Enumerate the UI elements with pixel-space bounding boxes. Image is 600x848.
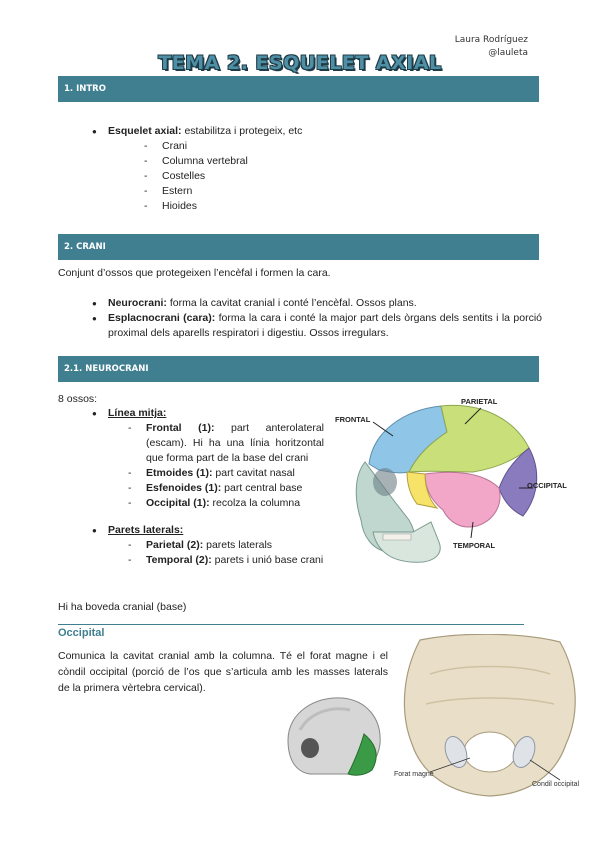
author-handle: @lauleta — [488, 48, 528, 58]
bone-text: part cavitat nasal — [212, 467, 295, 479]
list-item — [92, 311, 542, 341]
label-occipital: OCCIPITAL — [527, 481, 567, 490]
neurocrani-footer: Hi ha boveda cranial (base) — [58, 601, 187, 613]
bone-text: recolza la columna — [209, 497, 301, 509]
list-item — [128, 421, 324, 466]
bullet-text: estabilitza i protegeix, etc — [181, 125, 303, 137]
bullet-label: Esquelet axial: — [108, 125, 182, 137]
intro-sublist — [144, 139, 302, 214]
occipital-bone-figure — [390, 634, 586, 804]
occipital-text: Comunica la cavitat cranial amb la columna. Té el forat magne i el còndil occipital (porció de l’os que s’articula amb les masses laterals de la primera vèrtebra cervical). — [58, 650, 388, 694]
bone-label: Occipital (1): — [146, 497, 210, 509]
label-temporal: TEMPORAL — [453, 541, 496, 550]
neurocrani-count: 8 ossos: — [58, 393, 98, 405]
page-title: TEMA 2. ESQUELET AXIAL — [158, 52, 442, 74]
list-item: - Columna vertebral — [144, 154, 302, 169]
orbit — [301, 738, 319, 758]
skull-occipital-figure — [280, 690, 386, 782]
bone-text: part central base — [221, 482, 303, 494]
author-name: Laura Rodríguez — [454, 35, 528, 45]
bullet-label: Esplacnocrani (cara): — [108, 312, 216, 324]
lateral-sublist — [128, 538, 324, 568]
teeth — [383, 534, 411, 540]
bone-text: parets i unió base crani — [211, 554, 324, 566]
bullet-text: forma la cara i conté la major part dels òrgans dels sentits i la porció proximal dels aparells respiratori i digestiu. Ossos irregulars. — [108, 312, 542, 339]
bone-label: Esfenoides (1): — [146, 482, 222, 494]
foramen-magnum — [464, 732, 516, 772]
section-header-intro: 1. INTRO — [58, 76, 539, 102]
lateral-label: Parets laterals: — [108, 524, 184, 536]
list-item: - Hioides — [144, 199, 302, 214]
intro-list — [92, 124, 302, 214]
bone-text: part anterolateral (escam). Hi ha una línia horitzontal que forma part de la base del crani — [146, 422, 324, 464]
bone-label: Temporal (2): — [146, 554, 212, 566]
bullet-text: forma la cavitat cranial i conté l’encèfal. Ossos plans. — [166, 297, 417, 309]
list-item — [128, 466, 324, 481]
temporal-bone — [425, 472, 500, 527]
bone-label: Etmoides (1): — [146, 467, 213, 479]
list-item: - Crani — [144, 139, 302, 154]
label-condil-occipital: Condil occipital — [532, 781, 580, 788]
list-item: - Estern — [144, 184, 302, 199]
list-item — [128, 481, 324, 496]
skull-lateral-figure — [333, 392, 577, 572]
midline-label: Línea mitja: — [108, 407, 167, 419]
section-header-neurocrani: 2.1. NEUROCRANI — [58, 356, 539, 382]
bone-label: Parietal (2): — [146, 539, 204, 551]
crani-intro: Conjunt d’ossos que protegeixen l’encèfal i formen la cara. — [58, 267, 331, 279]
section-header-crani: 2. CRANI — [58, 234, 539, 260]
label-parietal: PARIETAL — [461, 397, 498, 406]
occipital-divider — [58, 624, 524, 625]
bullet-label: Neurocrani: — [108, 297, 167, 309]
list-item — [92, 124, 302, 214]
orbit — [373, 468, 397, 496]
midline-sublist — [128, 421, 324, 511]
crani-list — [92, 296, 542, 341]
label-forat-magne: Forat magne — [394, 771, 434, 778]
bone-text: parets laterals — [203, 539, 273, 551]
occipital-title: Occipital — [58, 627, 105, 639]
label-frontal: FRONTAL — [335, 415, 371, 424]
list-item — [128, 553, 324, 568]
list-item — [92, 296, 542, 311]
list-item — [92, 523, 324, 568]
bone-label: Frontal (1): — [146, 422, 215, 434]
neurocrani-list — [92, 406, 324, 568]
list-item — [128, 538, 324, 553]
list-item — [92, 406, 324, 511]
list-item: - Costelles — [144, 169, 302, 184]
list-item — [128, 496, 324, 511]
